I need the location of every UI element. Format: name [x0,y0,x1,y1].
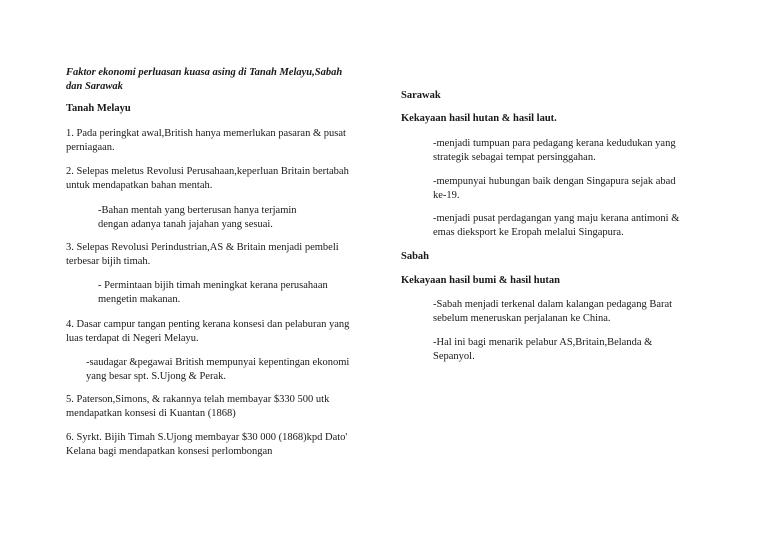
section-heading-sabah: Sabah [401,251,430,262]
section-heading-tanah-melayu: Tanah Melayu [66,103,131,114]
sabah-point-1: -Sabah menjadi terkenal dalam kalangan pedagang Barat [433,299,673,310]
sarawak-point-2-continued: ke-19. [433,190,460,201]
sarawak-point-1: -menjadi tumpuan para pedagang kerana kedudukan yang [433,138,676,149]
point-1-continued: perniagaan. [66,142,115,153]
point-4-subpoint: -saudagar &pegawai British mempunyai kepentingan ekonomi [86,357,350,368]
point-3-continued: terbesar bijih timah. [66,256,151,267]
point-4-subpoint-continued: yang besar spt. S.Ujong & Perak. [86,371,226,382]
point-3: 3. Selepas Revolusi Perindustrian,AS & Britain menjadi pembeli [66,242,339,253]
point-1: 1. Pada peringkat awal,British hanya memerlukan pasaran & pusat [66,128,346,139]
point-6-continued: Kelana bagi mendapatkan konsesi perlombongan [66,446,273,457]
point-3-subpoint-continued: mengetin makanan. [98,294,181,305]
sarawak-subheading: Kekayaan hasil hutan & hasil laut. [401,113,557,124]
point-5-continued: mendapatkan konsesi di Kuantan (1868) [66,408,236,419]
sarawak-point-2: -mempunyai hubungan baik dengan Singapura sejak abad [433,176,676,187]
document-title-continued: dan Sarawak [66,81,123,92]
point-2-subpoint-continued: dengan adanya tanah jajahan yang sesuai. [98,219,273,230]
point-2: 2. Selepas meletus Revolusi Perusahaan,keperluan Britain bertabah [66,166,349,177]
point-3-subpoint: - Permintaan bijih timah meningkat kerana perusahaan [98,280,328,291]
point-4: 4. Dasar campur tangan penting kerana konsesi dan pelaburan yang [66,319,350,330]
point-2-subpoint: -Bahan mentah yang berterusan hanya terjamin [98,205,297,216]
sabah-point-1-continued: sebelum meneruskan perjalanan ke China. [433,313,611,324]
point-2-continued: untuk mendapatkan bahan mentah. [66,180,213,191]
sabah-subheading: Kekayaan hasil bumi & hasil hutan [401,275,561,286]
document-title: Faktor ekonomi perluasan kuasa asing di Tanah Melayu,Sabah [66,67,343,78]
point-5: 5. Paterson,Simons, & rakannya telah membayar $330 500 utk [66,394,330,405]
sarawak-point-3-continued: emas dieksport ke Eropah melalui Singapura. [433,227,624,238]
sabah-point-2-continued: Sepanyol. [433,351,475,362]
section-heading-sarawak: Sarawak [401,90,441,101]
point-6: 6. Syrkt. Bijih Timah S.Ujong membayar $30 000 (1868)kpd Dato' [66,432,348,443]
sarawak-point-1-continued: strategik sebagai tempat persinggahan. [433,152,596,163]
point-4-continued: luas terdapat di Negeri Melayu. [66,333,199,344]
sarawak-point-3: -menjadi pusat perdagangan yang maju kerana antimoni & [433,213,680,224]
sabah-point-2: -Hal ini bagi menarik pelabur AS,Britain,Belanda & [433,337,653,348]
